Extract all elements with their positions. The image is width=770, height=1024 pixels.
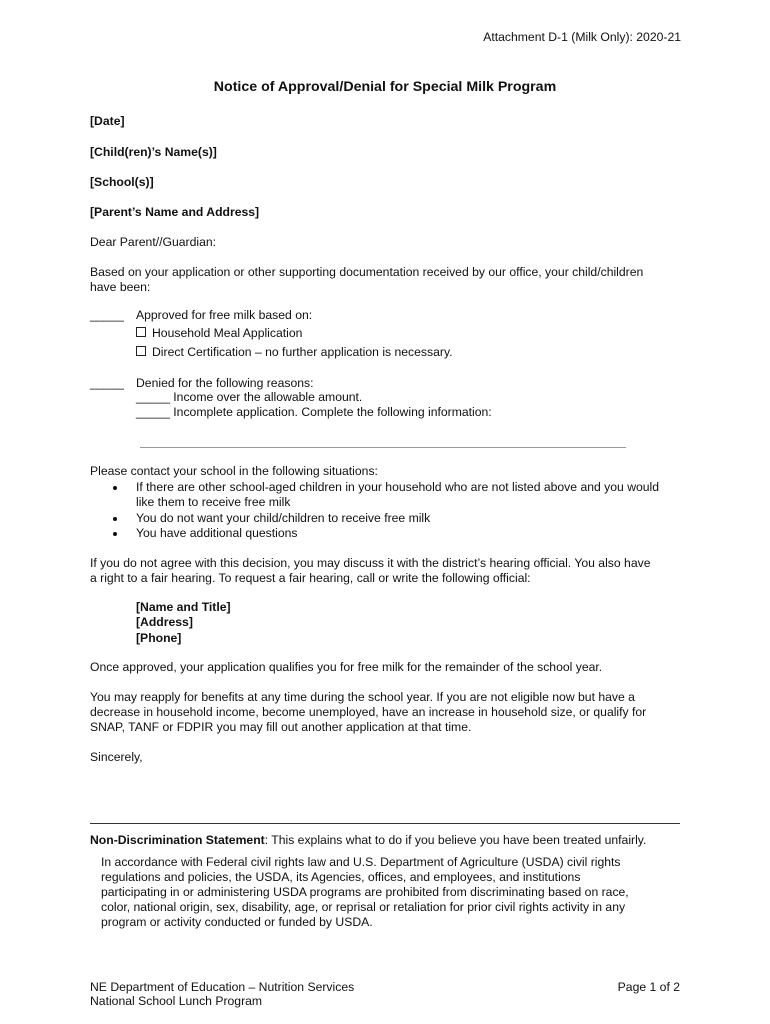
nondiscrimination-line-3: participating in or administering USDA programs are prohibited from discriminating based on race, — [101, 885, 629, 899]
information-entry-line[interactable] — [140, 447, 626, 448]
salutation: Dear Parent//Guardian: — [90, 235, 217, 249]
bullet-text: You have additional questions — [136, 526, 298, 540]
page-number: Page 1 of 2 — [617, 980, 680, 994]
checkbox-icon[interactable] — [136, 327, 146, 337]
hearing-official-phone: [Phone] — [136, 631, 182, 645]
hearing-line-1: If you do not agree with this decision, you may discuss it with the district’s hearing official. You also have — [90, 556, 651, 570]
bullet-icon — [113, 517, 117, 521]
option-label: Direct Certification – no further application is necessary. — [152, 345, 453, 359]
approval-duration-note: Once approved, your application qualifies you for free milk for the remainder of the school year. — [90, 660, 603, 674]
denied-reason-incomplete — [136, 405, 492, 420]
reason-label: Incomplete application. Complete the following information: — [173, 405, 492, 419]
footer-org-line-2: National School Lunch Program — [90, 994, 263, 1008]
schools-field: [School(s)] — [90, 175, 154, 189]
reapply-line-3: SNAP, TANF or FDPIR you may fill out another application at that time. — [90, 720, 472, 734]
reapply-line-2: decrease in household income, become unemployed, have an increase in household size, or qualify for — [90, 705, 647, 719]
intro-line-2: have been: — [90, 280, 151, 294]
date-field: [Date] — [90, 114, 125, 128]
page-title: Notice of Approval/Denial for Special Milk Program — [213, 79, 557, 95]
contact-intro: Please contact your school in the following situations: — [90, 464, 378, 478]
denied-blank[interactable]: _____ — [90, 376, 124, 390]
nondiscrimination-line-5: program or activity conducted or funded by USDA. — [101, 915, 373, 929]
checkbox-icon[interactable] — [136, 346, 146, 356]
nondiscrimination-title: Non-Discrimination Statement — [90, 833, 265, 847]
attachment-label: Attachment D-1 (Milk Only): 2020-21 — [483, 30, 681, 44]
parent-name-address-field: [Parent’s Name and Address] — [90, 205, 260, 219]
hearing-line-2: a right to a fair hearing. To request a fair hearing, call or write the following official: — [90, 571, 531, 585]
reason-blank[interactable]: _____ — [136, 405, 170, 419]
option-direct-certification[interactable] — [136, 345, 453, 360]
approved-label: Approved for free milk based on: — [136, 308, 313, 322]
contact-bullet-1 — [136, 480, 659, 495]
bullet-icon — [113, 486, 117, 490]
nondiscrimination-line-1: In accordance with Federal civil rights law and U.S. Department of Agriculture (USDA) civil rights — [101, 855, 621, 869]
denied-label: Denied for the following reasons: — [136, 376, 314, 390]
reason-label: Income over the allowable amount. — [173, 390, 363, 404]
contact-bullet-1-cont: like them to receive free milk — [136, 495, 291, 509]
bullet-icon — [113, 532, 117, 536]
nondiscrimination-line-4: color, national origin, sex, disability, age, or reprisal or retaliation for prior civil rights activity in any — [101, 900, 626, 914]
reason-blank[interactable]: _____ — [136, 390, 170, 404]
nondiscrimination-heading — [90, 833, 646, 848]
closing: Sincerely, — [90, 750, 143, 764]
bullet-text: If there are other school-aged children in your household who are not listed above and you would — [136, 480, 660, 494]
bullet-text: You do not want your child/children to receive free milk — [136, 511, 431, 525]
nondiscrimination-line-2: regulations and policies, the USDA, its Agencies, offices, and employees, and institutions — [101, 870, 581, 884]
reapply-line-1: You may reapply for benefits at any time during the school year. If you are not eligible now but have a — [90, 690, 635, 704]
option-label: Household Meal Application — [152, 326, 303, 340]
divider — [90, 823, 680, 824]
approved-blank[interactable]: _____ — [90, 308, 124, 322]
children-names-field: [Child(ren)’s Name(s)] — [90, 145, 217, 159]
hearing-official-name: [Name and Title] — [136, 600, 231, 614]
denied-reason-income — [136, 390, 362, 405]
nondiscrimination-subtitle: : This explains what to do if you believe you have been treated unfairly. — [264, 833, 647, 847]
footer-org-line-1: NE Department of Education – Nutrition Services — [90, 980, 355, 994]
contact-bullet-2 — [136, 511, 430, 526]
hearing-official-address: [Address] — [136, 615, 193, 629]
contact-bullet-3 — [136, 526, 298, 541]
intro-line-1: Based on your application or other supporting documentation received by our office, your child/children — [90, 265, 644, 279]
option-household-application[interactable] — [136, 326, 302, 341]
